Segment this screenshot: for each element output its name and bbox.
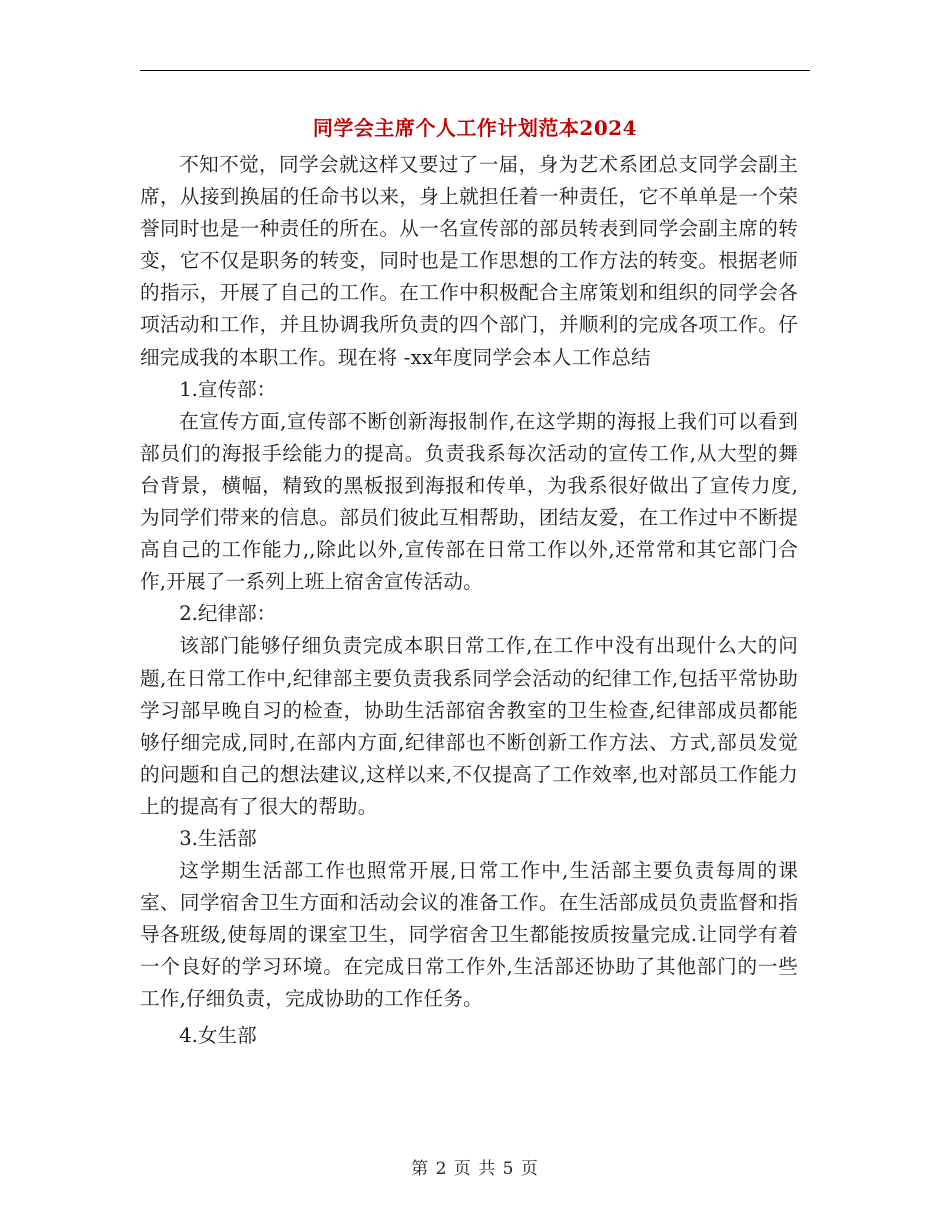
header-rule [140,70,810,71]
intro-paragraph: 不知不觉，同学会就这样又要过了一届，身为艺术系团总支同学会副主席，从接到换届的任命书以来，身上就担任着一种责任，它不单单是一个荣誉同时也是一种责任的所在。从一名宣传部的部员转表到同学会副主席的转变，它不仅是职务的转变，同时也是工作思想的工作方法的转变。根据老师的指示，开展了自己的工作。在工作中积极配合主席策划和组织的同学会各项活动和工作，并且协调我所负责的四个部门，并顺利的完成各项工作。仔细完成我的本职工作。现在将 -xx年度同学会本人工作总结 [140,153,798,369]
section-body-publicity: 在宣传方面,宣传部不断创新海报制作,在这学期的海报上我们可以看到部员们的海报手绘能力的提高。负责我系每次活动的宣传工作,从大型的舞台背景，横幅，精致的黑板报到海报和传单，为我系很好做出了宣传力度,为同学们带来的信息。部员们彼此互相帮助，团结友爱，在工作过中不断提高自己的工作能力,,除此以外,宣传部在日常工作以外,还常常和其它部门合作,开展了一系列上班上宿舍宣传活动。 [140,409,798,594]
section-body-life: 这学期生活部工作也照常开展,日常工作中,生活部主要负责每周的课室、同学宿舍卫生方面和活动会议的准备工作。在生活部成员负责监督和指导各班级,使每周的课室卫生，同学宿舍卫生都能按质按量完成.让同学有着一个良好的学习环境。在完成日常工作外,生活部还协助了其他部门的一些工作,仔细负责，完成协助的工作任务。 [140,859,798,1011]
page-number-footer: 第 2 页 共 5 页 [411,1159,539,1179]
document-body [140,149,798,1054]
document-title: 同学会主席个人工作计划范本2024 [312,116,638,140]
section-heading-life: 3.生活部 [179,826,257,850]
section-heading-girls: 4.女生部 [179,1023,257,1047]
section-body-discipline: 该部门能够仔细负责完成本职日常工作,在工作中没有出现什么大的问题,在日常工作中,纪律部主要负责我系同学会活动的纪律工作,包括平常协助学习部早晚自习的检查，协助生活部宿舍教室的卫生检查,纪律部成员都能够仔细完成,同时,在部内方面,纪律部也不断创新工作方法、方式,部员发觉的问题和自己的想法建议,这样以来,不仅提高了工作效率,也对部员工作能力上的提高有了很大的帮助。 [140,634,798,818]
section-heading-publicity: 1.宣传部： [179,377,277,401]
section-heading-discipline: 2.纪律部： [179,602,277,626]
